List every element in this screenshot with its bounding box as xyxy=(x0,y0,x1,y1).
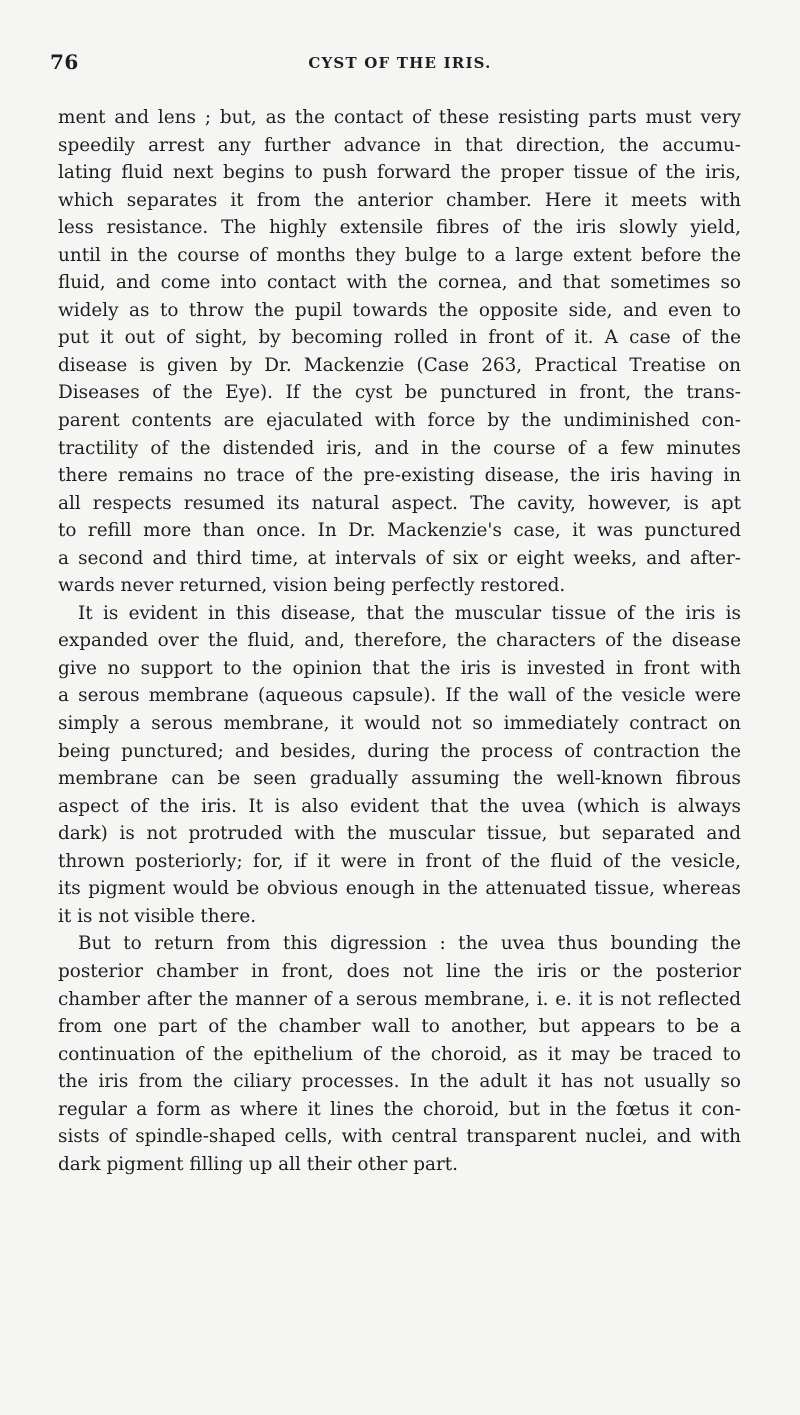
text-line: regular a form as where it lines the choroid, but in the fœtus it con- xyxy=(58,1098,741,1120)
text-line: membrane can be seen gradually assuming the well-known fibrous xyxy=(58,768,741,790)
text-line: being punctured; and besides, during the process of contraction the xyxy=(58,740,741,762)
text-line: speedily arrest any further advance in that direction, the accumu- xyxy=(58,134,741,156)
text-line: aspect of the iris. It is also evident that the uvea (which is always xyxy=(58,795,741,817)
text-line: Diseases of the Eye). If the cyst be punctured in front, the trans- xyxy=(58,382,741,404)
text-line: continuation of the epithelium of the choroid, as it may be traced to xyxy=(58,1043,741,1065)
paragraph-start-line: But to return from this digression : the uvea thus bounding the xyxy=(78,933,741,955)
text-line: put it out of sight, by becoming rolled in front of it. A case of the xyxy=(58,327,741,349)
text-line: its pigment would be obvious enough in the attenuated tissue, whereas xyxy=(58,878,741,900)
text-line: posterior chamber in front, does not line the iris or the posterior xyxy=(58,960,741,982)
text-line: tractility of the distended iris, and in the course of a few minutes xyxy=(58,437,741,459)
paragraph-end-line: wards never returned, vision being perfectly restored. xyxy=(58,575,566,597)
text-line: the iris from the ciliary processes. In the adult it has not usually so xyxy=(58,1071,741,1093)
paragraph-end-line: dark pigment filling up all their other part. xyxy=(58,1153,458,1175)
text-line: thrown posteriorly; for, if it were in front of the fluid of the vesicle, xyxy=(58,850,741,872)
text-line: sists of spindle-shaped cells, with central transparent nuclei, and with xyxy=(58,1126,741,1148)
text-line: widely as to throw the pupil towards the opposite side, and even to xyxy=(58,299,741,321)
text-line: which separates it from the anterior chamber. Here it meets with xyxy=(58,189,741,211)
text-line: a second and third time, at intervals of six or eight weeks, and after- xyxy=(58,547,741,569)
text-line: from one part of the chamber wall to another, but appears to be a xyxy=(58,1016,741,1038)
text-line: chamber after the manner of a serous membrane, i. e. it is not reflected xyxy=(58,988,741,1010)
text-line: all respects resumed its natural aspect. The cavity, however, is apt xyxy=(58,492,741,514)
text-line: lating fluid next begins to push forward the proper tissue of the iris, xyxy=(58,162,741,184)
text-line: until in the course of months they bulge to a large extent before the xyxy=(58,244,741,266)
text-line: less resistance. The highly extensile fibres of the iris slowly yield, xyxy=(58,217,741,239)
paragraph-start-line: It is evident in this disease, that the muscular tissue of the iris is xyxy=(78,602,741,624)
paragraph-end-line: it is not visible there. xyxy=(58,905,257,927)
text-line: disease is given by Dr. Mackenzie (Case 263, Practical Treatise on xyxy=(58,354,741,376)
text-line: there remains no trace of the pre-existing disease, the iris having in xyxy=(58,465,741,487)
page-number: 76 xyxy=(50,50,79,74)
text-line: give no support to the opinion that the iris is invested in front with xyxy=(58,657,741,679)
text-line: fluid, and come into contact with the cornea, and that sometimes so xyxy=(58,272,741,294)
text-line: dark) is not protruded with the muscular tissue, but separated and xyxy=(58,823,741,845)
text-line: expanded over the fluid, and, therefore, the characters of the disease xyxy=(58,630,741,652)
running-head xyxy=(50,50,750,86)
text-line: ment and lens ; but, as the contact of these resisting parts must very xyxy=(58,107,741,128)
text-line: a serous membrane (aqueous capsule). If the wall of the vesicle were xyxy=(58,685,741,707)
text-line: to refill more than once. In Dr. Mackenzie's case, it was punctured xyxy=(58,520,741,542)
running-title: CYST OF THE IRIS. xyxy=(308,54,492,72)
text-line: simply a serous membrane, it would not so immediately contract on xyxy=(58,713,741,735)
text-line: parent contents are ejaculated with force by the undiminished con- xyxy=(58,410,741,432)
body-text xyxy=(58,104,741,1178)
